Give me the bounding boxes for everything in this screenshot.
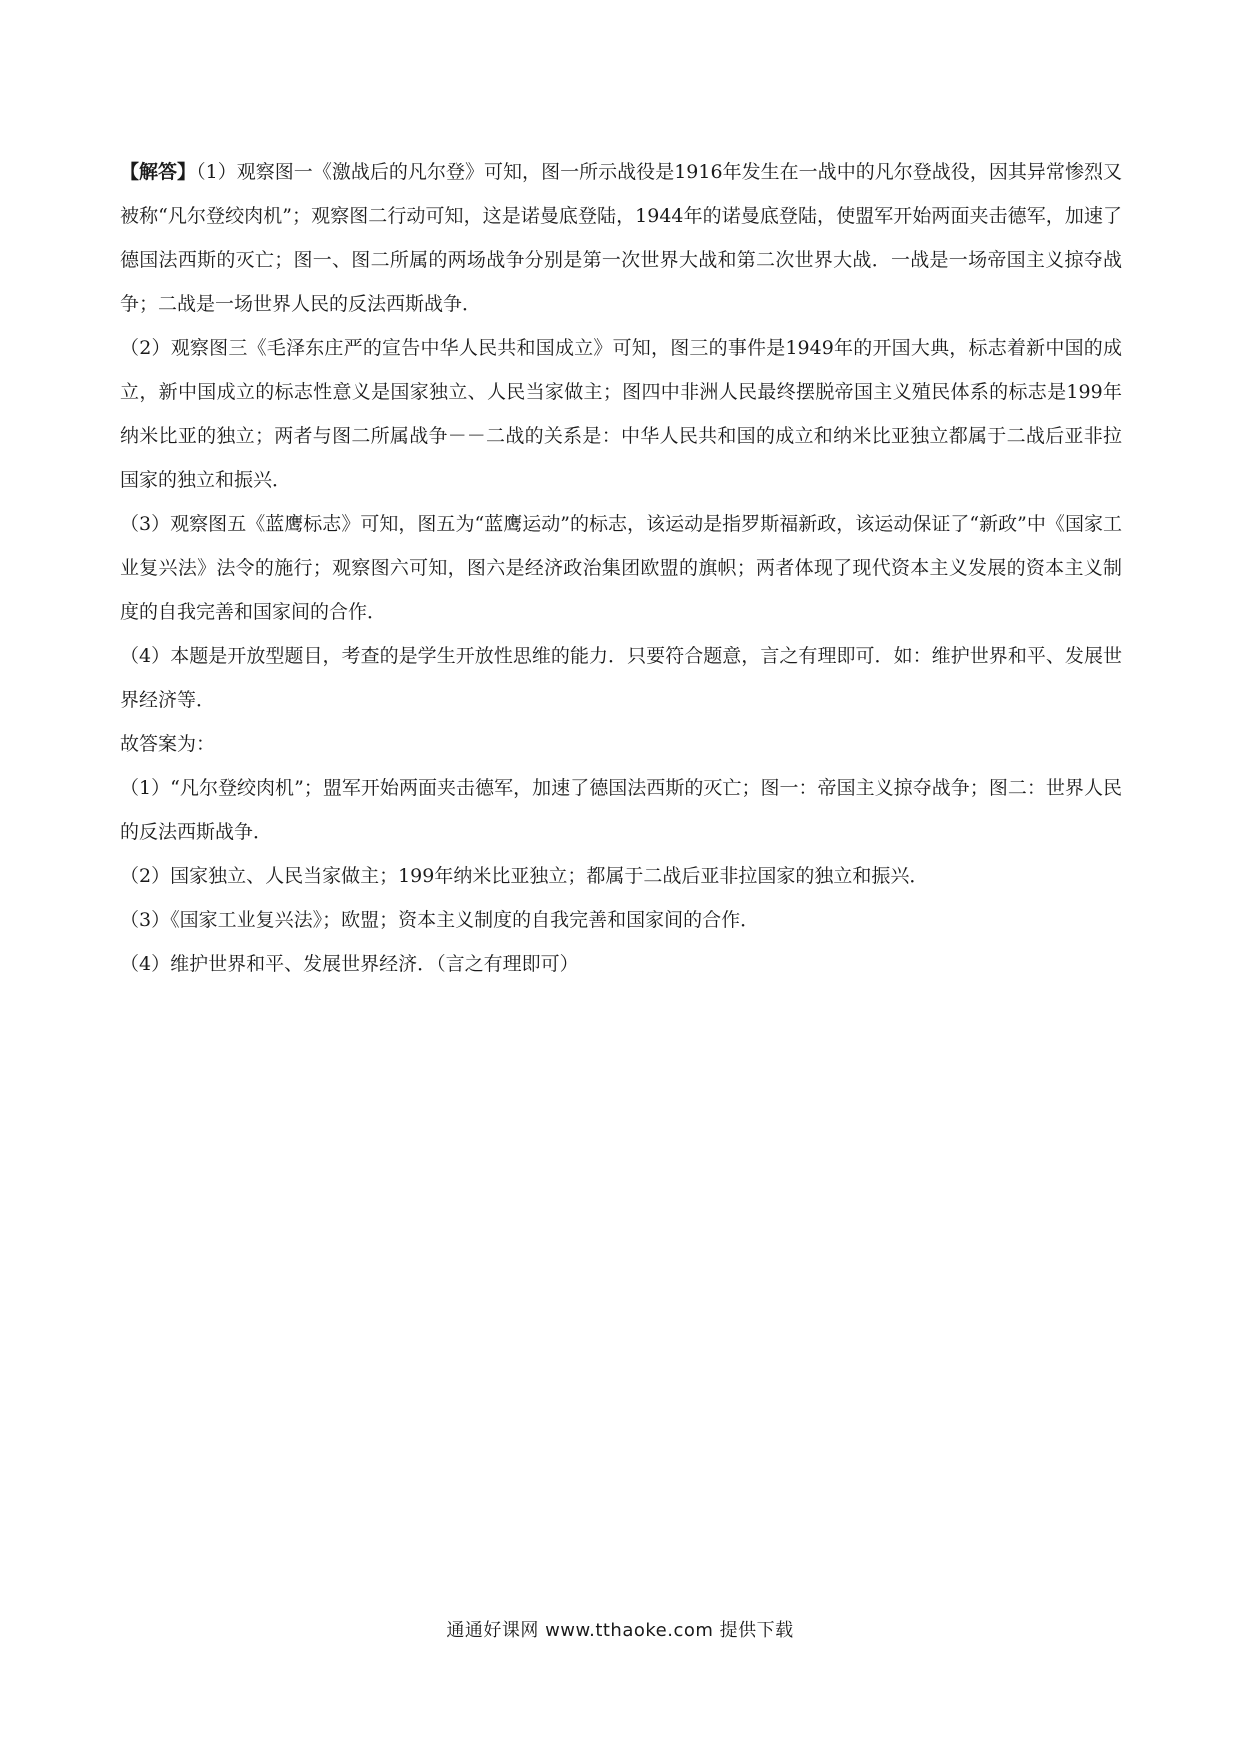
conclusion-heading: 故答案为： — [120, 733, 216, 755]
answer-content — [120, 150, 1122, 986]
conclusion-item-1: （1）“凡尔登绞肉机”；盟军开始两面夹击德军，加速了德国法西斯的灭亡；图一：帝国主义掠夺战争；图二：世界人民的反法西斯战争． — [120, 777, 1122, 843]
answer-paragraph-4: （4）本题是开放型题目，考查的是学生开放性思维的能力．只要符合题意，言之有理即可．如：维护世界和平、发展世界经济等． — [120, 645, 1122, 711]
conclusion-item-2: （2）国家独立、人民当家做主；199年纳米比亚独立；都属于二战后亚非拉国家的独立和振兴． — [120, 865, 929, 887]
answer-paragraph-2: （2）观察图三《毛泽东庄严的宣告中华人民共和国成立》可知，图三的事件是1949年的开国大典，标志着新中国的成立，新中国成立的标志性意义是国家独立、人民当家做主；图四中非洲人民最终摆脱帝国主义殖民体系的标志是199年纳米比亚的独立；两者与图二所属战争－－二战的关系是：中华人民共和国的成立和纳米比亚独立都属于二战后亚非拉国家的独立和振兴． — [120, 337, 1122, 491]
page-footer: 通通好课网 www.tthaoke.com 提供下载 — [446, 1620, 794, 1641]
conclusion-item-3: （3）《国家工业复兴法》；欧盟；资本主义制度的自我完善和国家间的合作． — [120, 909, 760, 931]
answer-paragraph-1 — [120, 150, 1122, 326]
answer-label: 【解答】 — [120, 161, 197, 183]
answer-paragraph-1-text: （1）观察图一《激战后的凡尔登》可知，图一所示战役是1916年发生在一战中的凡尔登战役，因其异常惨烈又被称“凡尔登绞肉机”；观察图二行动可知，这是诺曼底登陆，1944年的诺曼底登陆，使盟军开始两面夹击德军，加速了德国法西斯的灭亡；图一、图二所属的两场战争分别是第一次世界大战和第二次世界大战．一战是一场帝国主义掠夺战争；二战是一场世界人民的反法西斯战争． — [120, 161, 1122, 315]
conclusion-item-4: （4）维护世界和平、发展世界经济．（言之有理即可） — [120, 953, 579, 975]
answer-paragraph-3: （3）观察图五《蓝鹰标志》可知，图五为“蓝鹰运动”的标志，该运动是指罗斯福新政，该运动保证了“新政”中《国家工业复兴法》法令的施行；观察图六可知，图六是经济政治集团欧盟的旗帜；两者体现了现代资本主义发展的资本主义制度的自我完善和国家间的合作． — [120, 513, 1122, 623]
